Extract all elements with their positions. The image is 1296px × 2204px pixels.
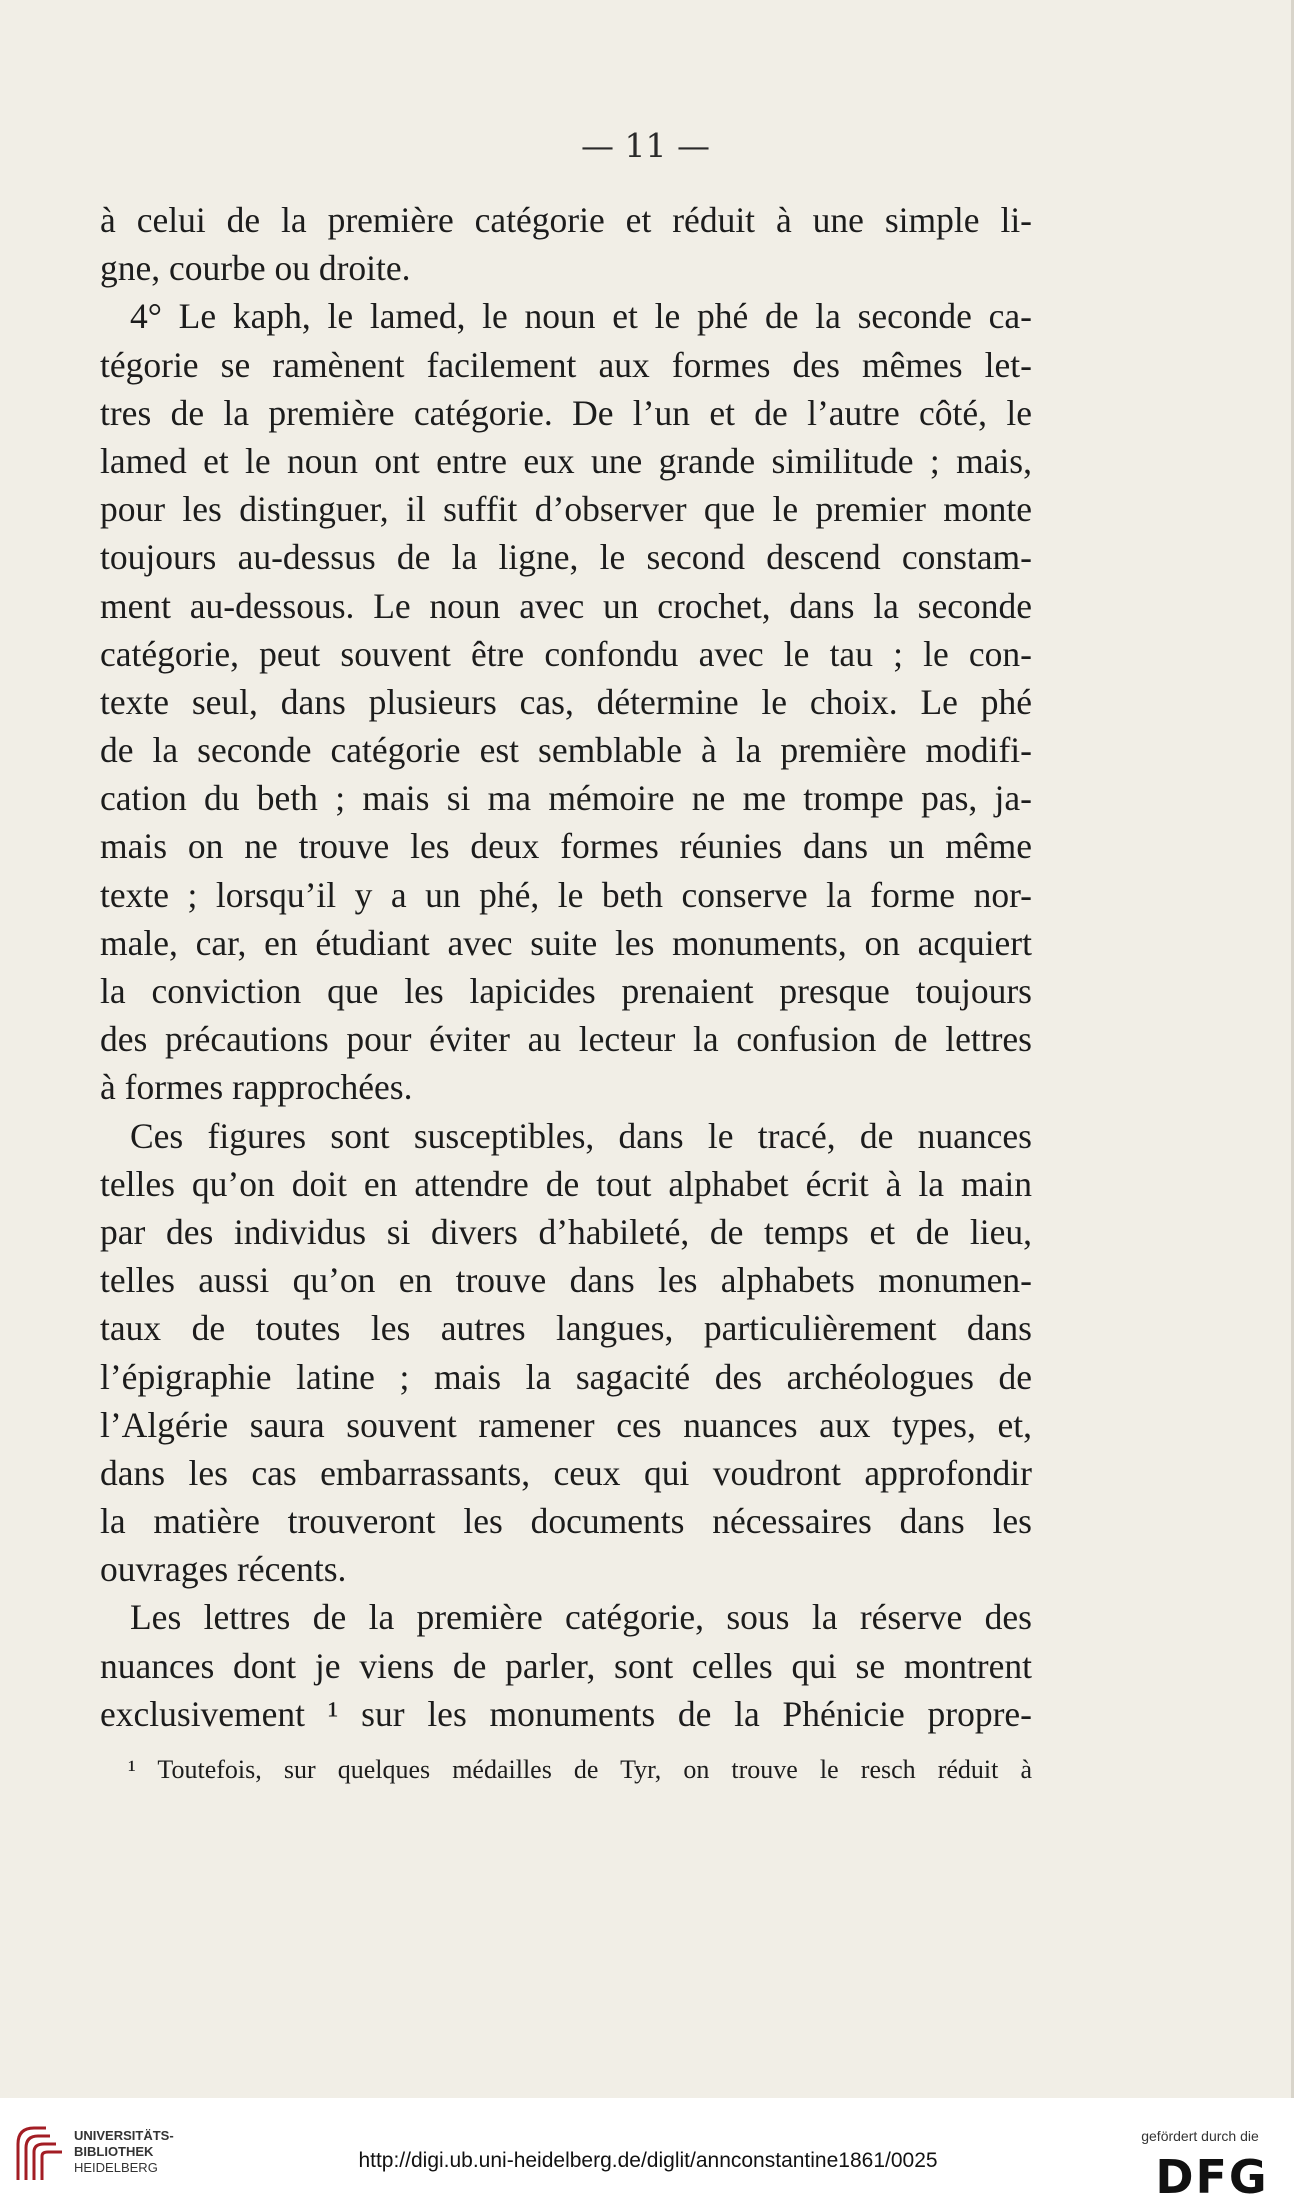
page-number: — 11 — — [581, 126, 710, 165]
text-line: taux de toutes les autres langues, particulièrement dans — [100, 1308, 1032, 1349]
text-line: cation du beth ; mais si ma mémoire ne me trompe pas, ja- — [100, 778, 1032, 819]
text-line: toujours au-dessus de la ligne, le second descend constam- — [100, 537, 1032, 578]
text-line: catégorie, peut souvent être confondu avec le tau ; le con- — [100, 633, 1032, 674]
funded-by-label: gefördert durch die — [1141, 2128, 1259, 2144]
text-line: Les lettres de la première catégorie, sous la réserve des — [130, 1597, 1032, 1638]
text-line: l’épigraphie latine ; mais la sagacité des archéologues de — [100, 1356, 1032, 1397]
text-line: tégorie se ramènent facilement aux formes des mêmes let- — [100, 344, 1032, 385]
text-line: de la seconde catégorie est semblable à la première modifi- — [100, 730, 1032, 771]
text-line: ouvrages récents. — [100, 1549, 347, 1590]
dfg-logo: DFG — [1155, 2150, 1269, 2204]
text-line: tres de la première catégorie. De l’un et de l’autre côté, le — [100, 392, 1032, 433]
text-line: dans les cas embarrassants, ceux qui voudront approfondir — [100, 1452, 1032, 1493]
text-line: la matière trouveront les documents nécessaires dans les — [100, 1501, 1032, 1542]
text-line: lamed et le noun ont entre eux une grande similitude ; mais, — [100, 440, 1032, 481]
text-line: telles aussi qu’on en trouve dans les alphabets monumen- — [100, 1260, 1032, 1301]
text-line: la conviction que les lapicides prenaient presque toujours — [100, 971, 1032, 1011]
library-name-line: HEIDELBERG — [74, 2160, 158, 2175]
library-name-line: UNIVERSITÄTS- — [74, 2128, 174, 2143]
text-line: texte ; lorsqu’il y a un phé, le beth conserve la forme nor- — [100, 874, 1032, 915]
body-text — [100, 196, 1032, 1738]
text-line: Ces figures sont susceptibles, dans le tracé, de nuances — [130, 1115, 1032, 1156]
text-line: par des individus si divers d’habileté, de temps et de lieu, — [100, 1211, 1032, 1252]
text-line: des précautions pour éviter au lecteur la confusion de lettres — [100, 1019, 1032, 1060]
text-line: telles qu’on doit en attendre de tout alphabet écrit à la main — [100, 1163, 1032, 1204]
text-line: à celui de la première catégorie et réduit à une simple li- — [100, 200, 1032, 240]
text-line: texte seul, dans plusieurs cas, détermine le choix. Le phé — [100, 681, 1032, 722]
text-line: nuances dont je viens de parler, sont celles qui se montrent — [100, 1645, 1032, 1686]
text-line: l’Algérie saura souvent ramener ces nuances aux types, et, — [100, 1404, 1032, 1445]
library-name-line: BIBLIOTHEK — [74, 2144, 154, 2159]
permalink-url[interactable]: http://digi.ub.uni-heidelberg.de/diglit/annconstantine1861/0025 — [358, 2149, 938, 2172]
text-line: gne, courbe ou droite. — [100, 248, 411, 289]
footnote: ¹ Toutefois, sur quelques médailles de Tyr, on trouve le resch réduit à — [128, 1755, 1032, 1784]
text-line: male, car, en étudiant avec suite les monuments, on acquiert — [100, 922, 1032, 963]
text-line: à formes rapprochées. — [100, 1067, 413, 1108]
text-line: mais on ne trouve les deux formes réunies dans un même — [100, 826, 1032, 867]
text-line: ment au-dessous. Le noun avec un crochet, dans la seconde — [100, 585, 1032, 626]
text-line: pour les distinguer, il suffit d’observer que le premier monte — [100, 489, 1032, 530]
text-line: 4° Le kaph, le lamed, le noun et le phé de la seconde ca- — [130, 296, 1032, 337]
text-line: exclusivement ¹ sur les monuments de la Phénicie propre- — [100, 1693, 1032, 1734]
